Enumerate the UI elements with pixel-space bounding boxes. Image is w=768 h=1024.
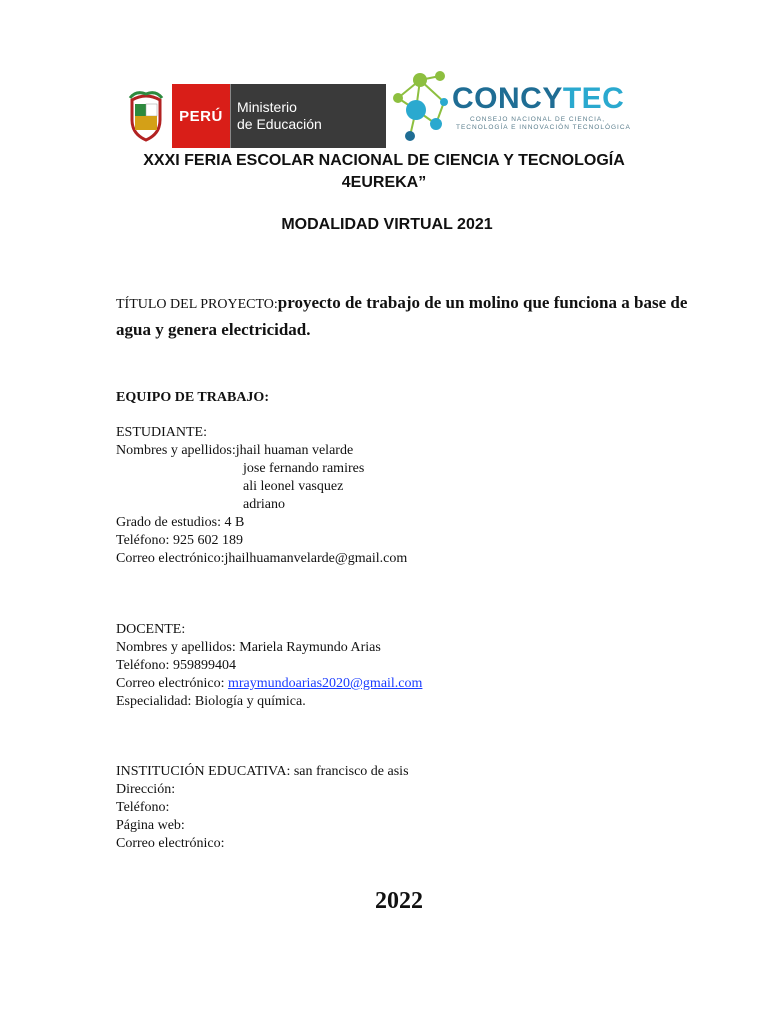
project-title-block <box>116 290 716 343</box>
concytec-logo <box>386 66 642 156</box>
institution-name: INSTITUCIÓN EDUCATIVA: san francisco de asis <box>116 764 409 779</box>
ministry-label <box>230 84 386 148</box>
teacher-email-link[interactable]: mraymundoarias2020@gmail.com <box>227 676 423 691</box>
project-title-label: TÍTULO DEL PROYECTO: <box>116 297 278 312</box>
student-phone: Teléfono: 925 602 189 <box>116 533 243 548</box>
fair-title-line-2: 4EUREKA” <box>341 174 427 191</box>
student-names-row <box>116 443 353 459</box>
institution-address: Dirección: <box>116 782 176 797</box>
project-title-text: proyecto de trabajo de un molino que funciona a base de agua y genera electricidad. <box>116 293 688 339</box>
peru-label: PERÚ <box>172 84 230 148</box>
student-name-4: adriano <box>243 497 285 512</box>
student-name-1: jhail huaman velarde <box>235 443 354 458</box>
teacher-email-row <box>116 676 422 692</box>
teacher-names: Nombres y apellidos: Mariela Raymundo Arias <box>116 640 381 655</box>
student-email: Correo electrónico:jhailhuamanvelarde@gmail.com <box>116 551 408 566</box>
ministry-line-1: Ministerio <box>237 99 297 115</box>
concytec-name-a: CONCY <box>452 82 563 115</box>
teacher-phone: Teléfono: 959899404 <box>116 658 236 673</box>
teacher-specialty: Especialidad: Biología y química. <box>116 694 306 709</box>
student-names-label: Nombres y apellidos: <box>116 443 236 458</box>
teacher-email-label: Correo electrónico: <box>116 676 228 691</box>
document-year: 2022 <box>375 888 423 914</box>
peru-coat-of-arms-icon <box>120 84 172 148</box>
student-grade: Grado de estudios: 4 B <box>116 515 245 530</box>
student-label: ESTUDIANTE: <box>116 425 207 440</box>
minedu-logo <box>120 84 386 148</box>
concytec-subtitle-1: CONSEJO NACIONAL DE CIENCIA, <box>470 116 606 123</box>
institution-email: Correo electrónico: <box>116 836 225 851</box>
modality-heading: MODALIDAD VIRTUAL 2021 <box>281 216 493 233</box>
ministry-line-2: de Educación <box>237 116 322 132</box>
student-name-3: ali leonel vasquez <box>243 479 344 494</box>
student-name-2: jose fernando ramires <box>243 461 365 476</box>
teacher-label: DOCENTE: <box>116 622 186 637</box>
concytec-subtitle-2: TECNOLOGÍA E INNOVACIÓN TECNOLÓGICA <box>456 124 631 131</box>
institution-phone: Teléfono: <box>116 800 170 815</box>
concytec-name-b: TEC <box>562 82 625 115</box>
team-heading: EQUIPO DE TRABAJO: <box>116 390 269 405</box>
network-graphic-icon <box>386 66 456 146</box>
institution-web: Página web: <box>116 818 185 833</box>
fair-title-line-1: XXXI FERIA ESCOLAR NACIONAL DE CIENCIA Y TECNOLOGÍA <box>143 152 625 169</box>
concytec-name <box>452 82 624 116</box>
